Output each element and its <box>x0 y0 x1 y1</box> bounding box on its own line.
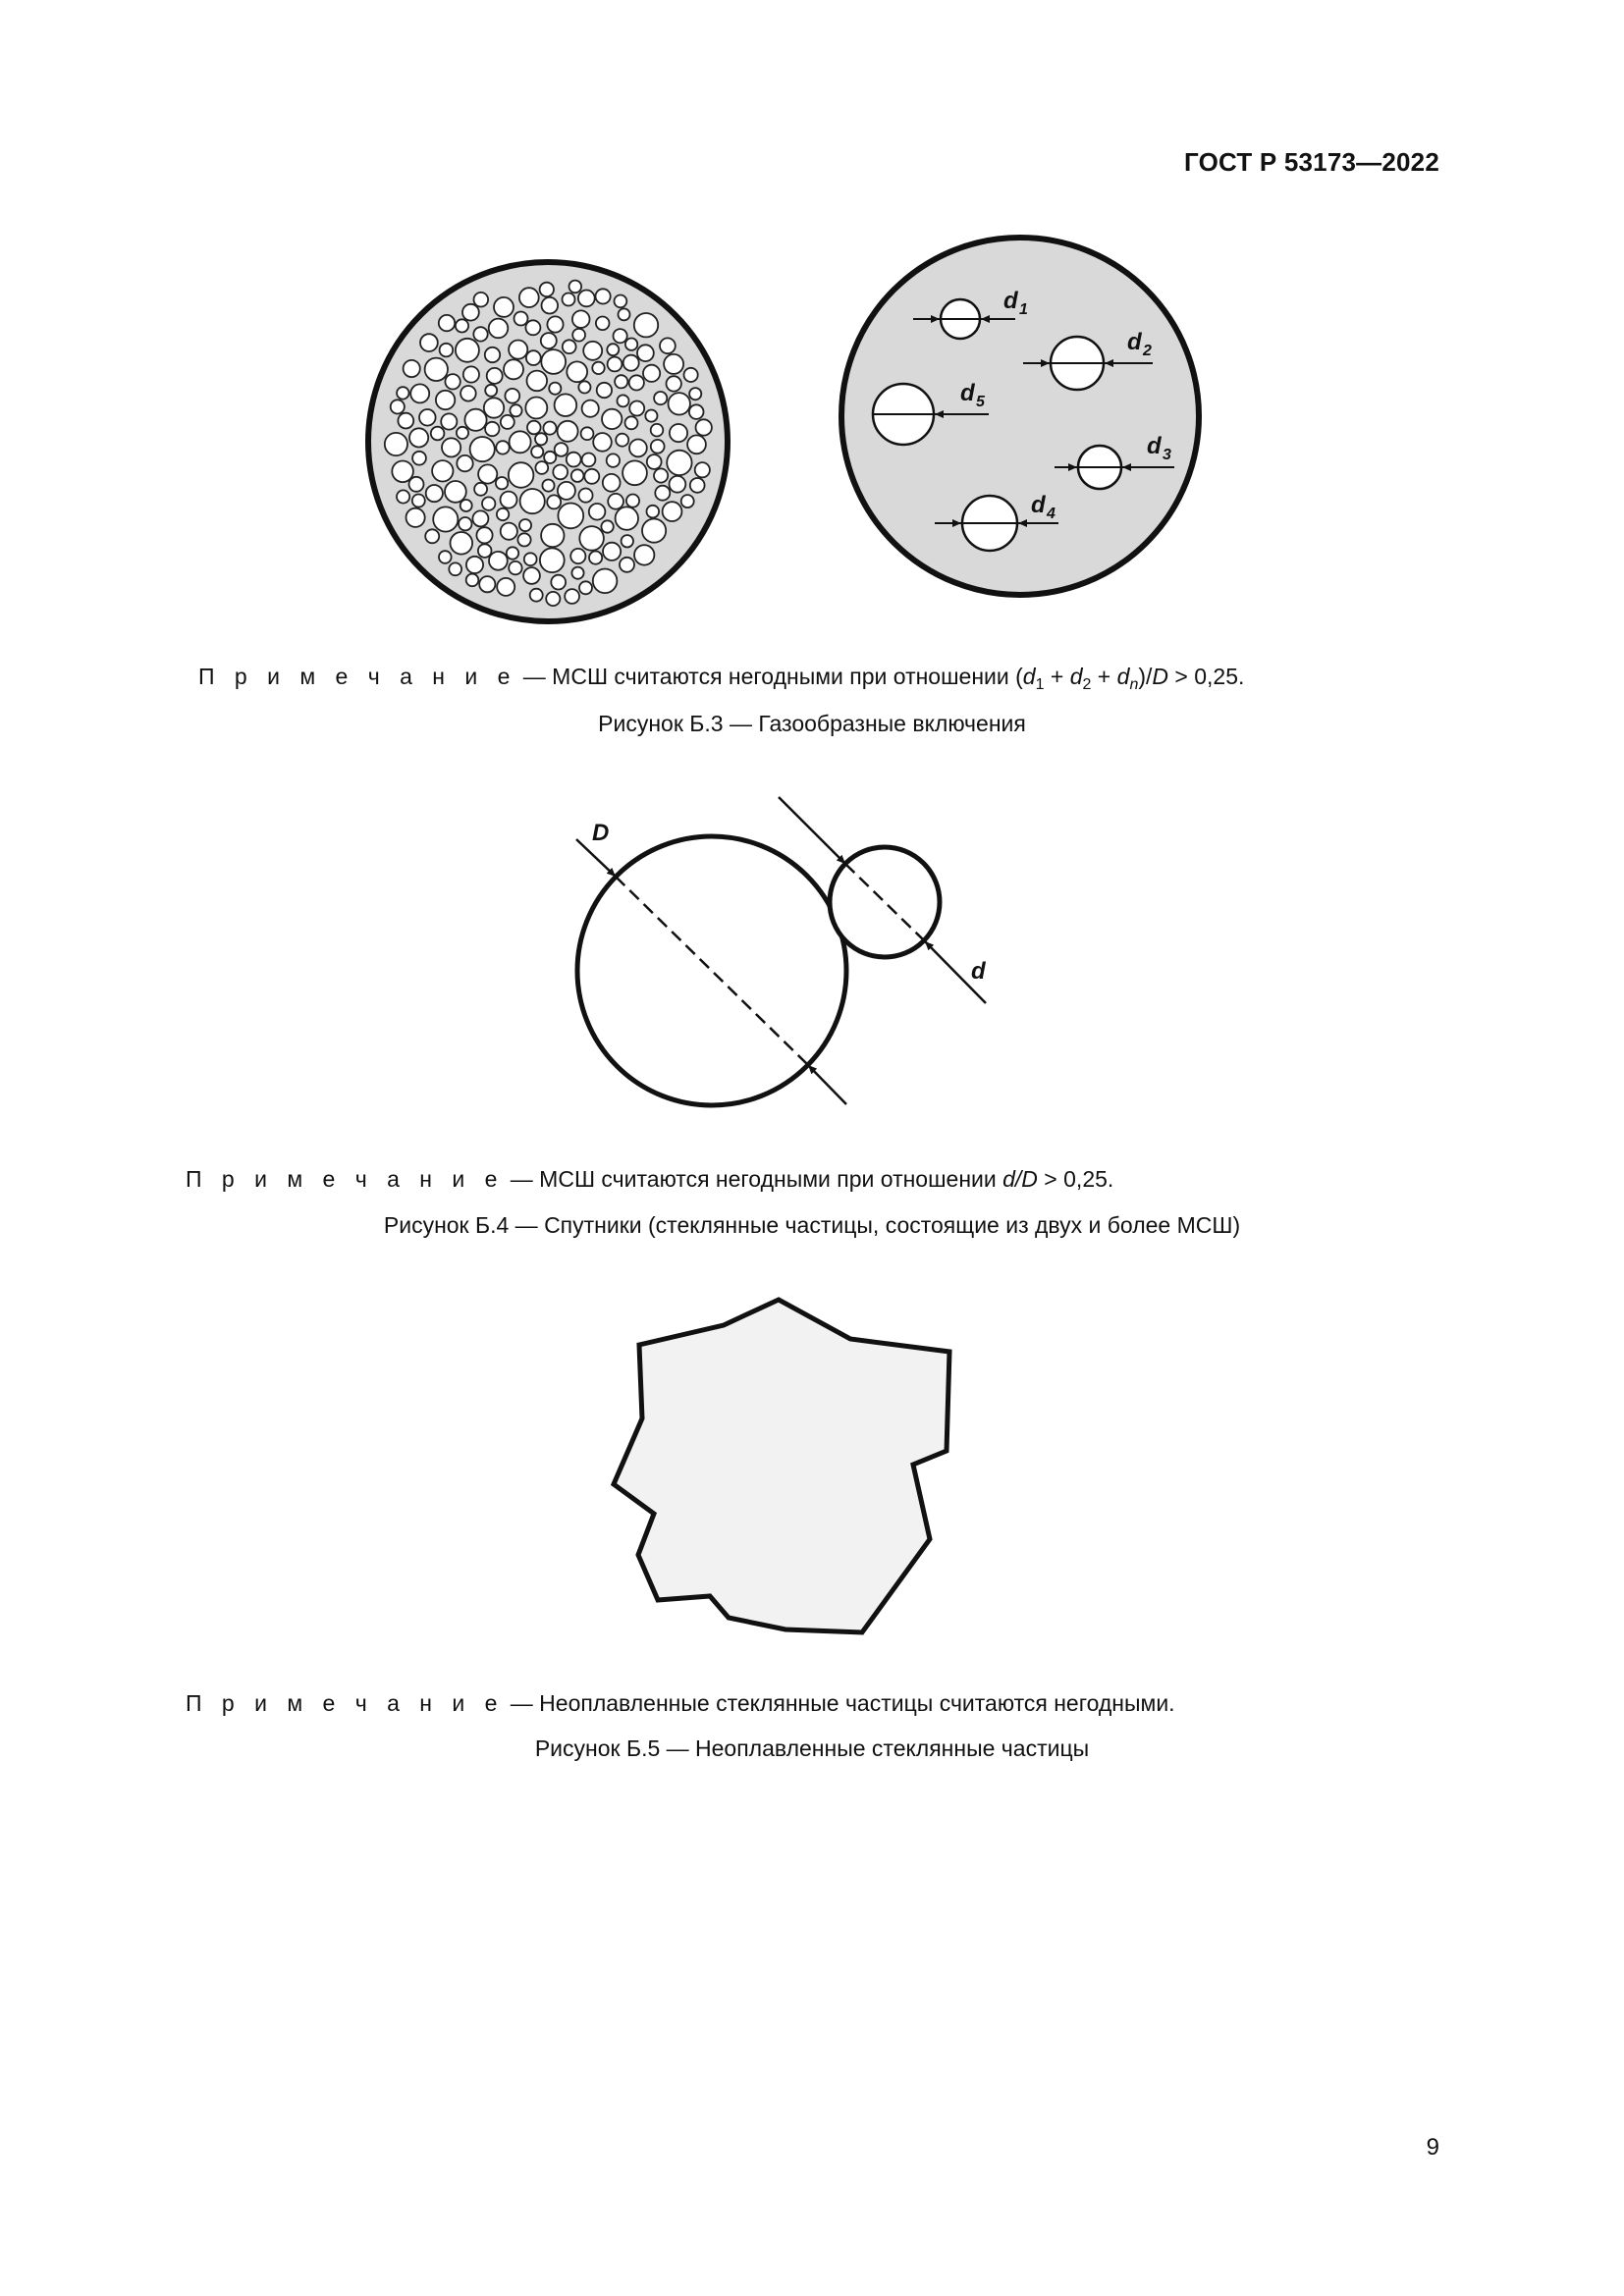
label-d4-sub: 4 <box>1047 506 1056 522</box>
bubble <box>619 308 630 320</box>
bubble <box>567 361 587 382</box>
bubble <box>406 508 425 527</box>
bubble <box>569 281 582 294</box>
bubble <box>524 553 537 565</box>
bubble <box>592 362 604 374</box>
bubble <box>504 359 523 379</box>
bubble <box>436 391 455 409</box>
bubble <box>409 477 424 492</box>
caption-fig-b5: Рисунок Б.5 — Неоплавленные стеклянные частицы <box>534 1735 1090 1761</box>
bubble <box>643 365 660 382</box>
bubble <box>441 413 457 429</box>
bubble <box>684 368 698 382</box>
bubble <box>431 427 445 441</box>
bubble <box>654 392 667 404</box>
bubble <box>558 421 578 442</box>
bubble <box>593 433 612 452</box>
bubble <box>478 464 497 483</box>
label-d3: d <box>1147 433 1162 459</box>
bubble <box>602 409 622 429</box>
bubble <box>670 424 687 442</box>
bubble <box>584 469 599 484</box>
bubble <box>563 340 576 353</box>
bubble <box>596 317 610 331</box>
bubble <box>549 383 561 395</box>
bubble <box>570 549 585 563</box>
bubble <box>474 293 489 307</box>
bubble <box>607 454 620 466</box>
bubble <box>484 398 504 417</box>
bubble <box>579 581 592 594</box>
bubble <box>596 289 611 303</box>
bubble <box>487 368 503 384</box>
label-d4: d <box>1031 492 1046 518</box>
bubble <box>445 481 466 503</box>
bubble <box>616 507 638 529</box>
bubble <box>626 495 639 507</box>
label-d2-sub: 2 <box>1143 343 1152 359</box>
bubble <box>625 416 638 429</box>
bubble <box>589 552 602 564</box>
bubble <box>572 310 590 328</box>
bubble <box>623 460 647 485</box>
bubble <box>419 409 436 426</box>
bubble <box>571 469 584 482</box>
note-fig-b5: П р и м е ч а н и е — Неоплавленные стеклянные частицы считаются негодными. <box>186 1690 1175 1716</box>
bubble <box>601 520 613 532</box>
bubble <box>578 489 592 503</box>
bubble <box>523 567 540 584</box>
bubble <box>425 529 439 543</box>
bubble <box>615 295 627 308</box>
bubble <box>555 443 568 456</box>
bubble <box>629 375 644 390</box>
bubble <box>593 569 618 594</box>
bubble <box>540 548 565 572</box>
bubble <box>531 446 543 457</box>
bubble <box>555 394 577 416</box>
bubble <box>689 388 701 400</box>
bubble <box>509 462 534 488</box>
bubble <box>507 547 518 559</box>
bubble <box>489 319 509 339</box>
bubble <box>460 386 476 401</box>
bubble <box>526 350 541 365</box>
bubble <box>439 315 455 331</box>
bubble <box>634 313 658 337</box>
document-id: ГОСТ Р 53173—2022 <box>1184 147 1439 177</box>
bubble <box>439 551 452 563</box>
bubble <box>489 552 508 570</box>
bubble <box>460 500 472 511</box>
bubble <box>597 383 612 398</box>
bubble <box>409 428 428 447</box>
bubble <box>391 400 405 413</box>
bubble <box>558 482 575 500</box>
bubble <box>565 589 579 604</box>
bubble <box>527 421 541 435</box>
bubble <box>517 533 530 546</box>
note-fig-b4: П р и м е ч а н и е — МСШ считаются негодными при отношении d/D > 0,25. <box>186 1166 1114 1192</box>
bubble <box>571 567 583 579</box>
bubble <box>432 460 453 481</box>
bubble <box>485 385 497 397</box>
bubble <box>509 341 527 359</box>
bubble <box>603 474 621 492</box>
bubble <box>669 393 690 414</box>
bubble <box>385 433 407 455</box>
bubble <box>620 558 634 572</box>
bubble <box>397 490 409 503</box>
bubble <box>535 433 547 445</box>
bubble <box>464 409 486 431</box>
bubble <box>535 461 548 474</box>
bubble <box>542 480 554 492</box>
bubble <box>466 574 479 587</box>
bubble <box>509 561 521 574</box>
bubble <box>551 575 566 590</box>
bubble <box>629 440 647 457</box>
bubble <box>563 294 575 306</box>
bubble <box>615 375 627 388</box>
bubble <box>542 297 559 314</box>
bubble <box>541 524 564 547</box>
bubble <box>449 562 461 575</box>
bubble <box>572 329 585 342</box>
bubble <box>459 517 471 530</box>
bubble <box>519 519 531 531</box>
bubble <box>608 357 623 372</box>
bubble <box>616 434 628 447</box>
bubble <box>664 354 683 374</box>
bubble <box>567 453 581 467</box>
bubble <box>654 468 668 482</box>
label-d5: d <box>960 380 975 406</box>
bubble <box>485 422 499 436</box>
bubble <box>547 316 563 332</box>
bubble <box>637 345 654 361</box>
bubble <box>463 366 479 382</box>
bubble <box>420 334 438 351</box>
bubble <box>497 578 514 596</box>
bubble <box>440 344 454 357</box>
bubble <box>457 455 472 471</box>
bubble <box>510 431 531 453</box>
bubble <box>687 435 706 454</box>
bubble <box>397 387 408 399</box>
bubble <box>667 451 691 475</box>
bubble <box>607 344 619 355</box>
bubble <box>651 424 664 437</box>
bubble <box>476 527 492 543</box>
bubble <box>456 319 468 332</box>
bubble <box>589 504 606 520</box>
caption-fig-b3: Рисунок Б.3 — Газообразные включения <box>598 711 1026 736</box>
bubble <box>451 532 473 555</box>
bubble <box>541 333 557 348</box>
fig-b5-unmelted-particle <box>614 1300 949 1632</box>
bubble <box>651 440 665 454</box>
bubble <box>582 400 599 417</box>
caption-fig-b4: Рисунок Б.4 — Спутники (стеклянные частицы, состоящие из двух и более МСШ) <box>383 1212 1241 1238</box>
bubble <box>689 404 704 419</box>
bubble <box>629 401 644 416</box>
bubble <box>622 535 633 547</box>
bubble <box>603 543 621 561</box>
label-D: D <box>592 820 610 846</box>
bubble <box>442 438 460 456</box>
bubble <box>540 283 554 296</box>
label-d: d <box>971 958 986 985</box>
bubble <box>582 454 596 467</box>
bubble <box>425 358 448 381</box>
bubble <box>496 477 508 489</box>
bubble <box>634 545 654 564</box>
bubble <box>412 495 425 507</box>
bubble <box>623 355 639 371</box>
bubble <box>579 526 604 551</box>
bubble <box>544 452 556 463</box>
bubble <box>647 506 660 518</box>
bubble <box>690 478 705 493</box>
bubble <box>660 338 676 353</box>
bubble <box>398 413 413 429</box>
bubble <box>547 495 561 508</box>
bubble <box>479 576 495 592</box>
bubble <box>412 452 426 465</box>
bubble <box>581 427 594 440</box>
bubble <box>558 504 583 529</box>
label-d3-sub: 3 <box>1163 447 1171 463</box>
bubble <box>696 419 712 435</box>
bubble <box>473 327 487 341</box>
bubble <box>543 422 556 435</box>
label-d1: d <box>1003 288 1018 314</box>
bubble <box>485 347 500 362</box>
bubble <box>496 441 509 454</box>
bubble <box>625 339 637 350</box>
bubble <box>541 349 566 374</box>
bubble <box>695 462 710 477</box>
bubble <box>655 486 670 501</box>
bubble <box>647 454 662 469</box>
bubble <box>583 342 602 360</box>
bubble <box>578 381 590 393</box>
bubble <box>642 519 666 543</box>
bubble <box>404 360 420 377</box>
fig-b4-satellite-particles <box>576 797 987 1105</box>
label-d1-sub: 1 <box>1019 301 1028 318</box>
bubble <box>645 410 657 422</box>
note-fig-b3: П р и м е ч а н и е — МСШ считаются негодными при отношении $(d_1 + d_2 + d_n)/D > 0,25$. <box>198 664 1245 693</box>
bubble <box>578 291 595 307</box>
bubble <box>525 320 540 335</box>
bubble <box>445 374 460 389</box>
bubble <box>494 297 514 317</box>
bubble <box>472 510 488 526</box>
bubble <box>497 508 509 520</box>
bubble <box>663 502 682 521</box>
bubble <box>553 465 568 480</box>
bubble <box>457 427 468 439</box>
bubble <box>456 339 479 362</box>
bubble <box>608 494 623 509</box>
bubble <box>478 544 492 558</box>
bubble <box>519 288 539 307</box>
bubble <box>482 497 495 509</box>
bubble <box>474 483 487 496</box>
bubble <box>466 557 483 573</box>
bubble <box>530 589 543 602</box>
bubble <box>501 523 517 540</box>
bubble <box>426 485 443 502</box>
bubble <box>501 492 517 508</box>
bubble <box>433 507 458 531</box>
bubble <box>667 376 681 391</box>
bubble <box>614 329 627 343</box>
bubble <box>546 592 560 606</box>
bubble <box>618 395 629 406</box>
bubble <box>527 371 548 392</box>
bubble <box>470 437 495 461</box>
fig-b3-left-particle <box>368 262 728 621</box>
bubble <box>670 476 686 493</box>
label-d2: d <box>1127 329 1142 355</box>
bubble <box>501 415 514 429</box>
bubble <box>505 389 519 403</box>
bubble <box>410 384 429 402</box>
bubble <box>510 404 521 416</box>
bubble <box>520 489 545 513</box>
bubble <box>525 398 547 419</box>
label-d5-sub: 5 <box>976 394 985 410</box>
page-number: 9 <box>1426 2134 1439 2161</box>
fig-b3-right-particle <box>841 238 1199 595</box>
bubble <box>681 495 694 507</box>
bubble <box>462 304 479 321</box>
bubble <box>514 312 528 326</box>
